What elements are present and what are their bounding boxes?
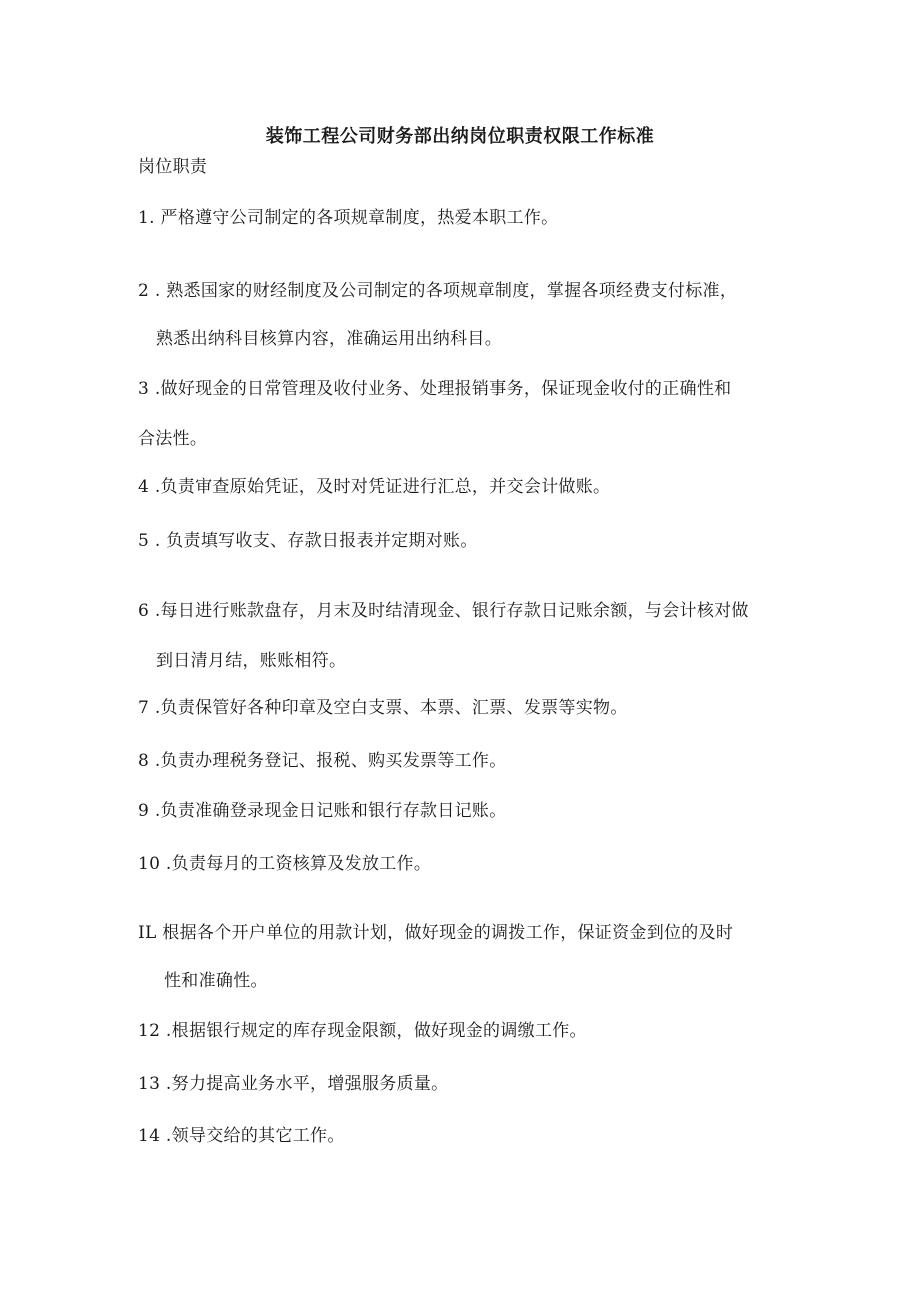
list-item-3: 3 .做好现金的日常管理及收付业务、处理报销事务，保证现金收付的正确性和 <box>138 379 732 399</box>
list-item-2: 2 . 熟悉国家的财经制度及公司制定的各项规章制度，掌握各项经费支付标准， <box>138 281 738 301</box>
list-item-6-cont: 到日清月结，账账相符。 <box>156 651 347 671</box>
list-item-6: 6 .每日进行账款盘存，月末及时结清现金、银行存款日记账余额，与会计核对做 <box>138 601 749 621</box>
list-item-3-cont: 合法性。 <box>138 429 208 449</box>
list-item-4: 4 .负责审查原始凭证，及时对凭证进行汇总，并交会计做账。 <box>138 477 611 497</box>
list-item-11-cont: 性和准确性。 <box>164 971 268 991</box>
list-item-8: 8 .负责办理税务登记、报税、购买发票等工作。 <box>138 751 507 771</box>
list-item-7: 7 .负责保管好各种印章及空白支票、本票、汇票、发票等实物。 <box>138 698 628 718</box>
list-item-1: 1. 严格遵守公司制定的各项规章制度，热爱本职工作。 <box>138 208 559 228</box>
list-item-11: IL 根据各个开户单位的用款计划，做好现金的调拨工作，保证资金到位的及时 <box>138 923 734 943</box>
document-title: 装饰工程公司财务部出纳岗位职责权限工作标准 <box>265 126 655 147</box>
section-heading: 岗位职责 <box>138 157 208 177</box>
list-item-2-cont: 熟悉出纳科目核算内容，准确运用出纳科目。 <box>156 329 502 349</box>
list-item-12: 12 .根据银行规定的库存现金限额，做好现金的调缴工作。 <box>138 1021 587 1041</box>
list-item-14: 14 .领导交给的其它工作。 <box>138 1126 345 1146</box>
list-item-5: 5 . 负责填写收支、存款日报表并定期对账。 <box>138 531 478 551</box>
list-item-10: 10 .负责每月的工资核算及发放工作。 <box>138 854 432 874</box>
list-item-9: 9 .负责准确登录现金日记账和银行存款日记账。 <box>138 801 507 821</box>
list-item-13: 13 .努力提高业务水平，增强服务质量。 <box>138 1074 449 1094</box>
